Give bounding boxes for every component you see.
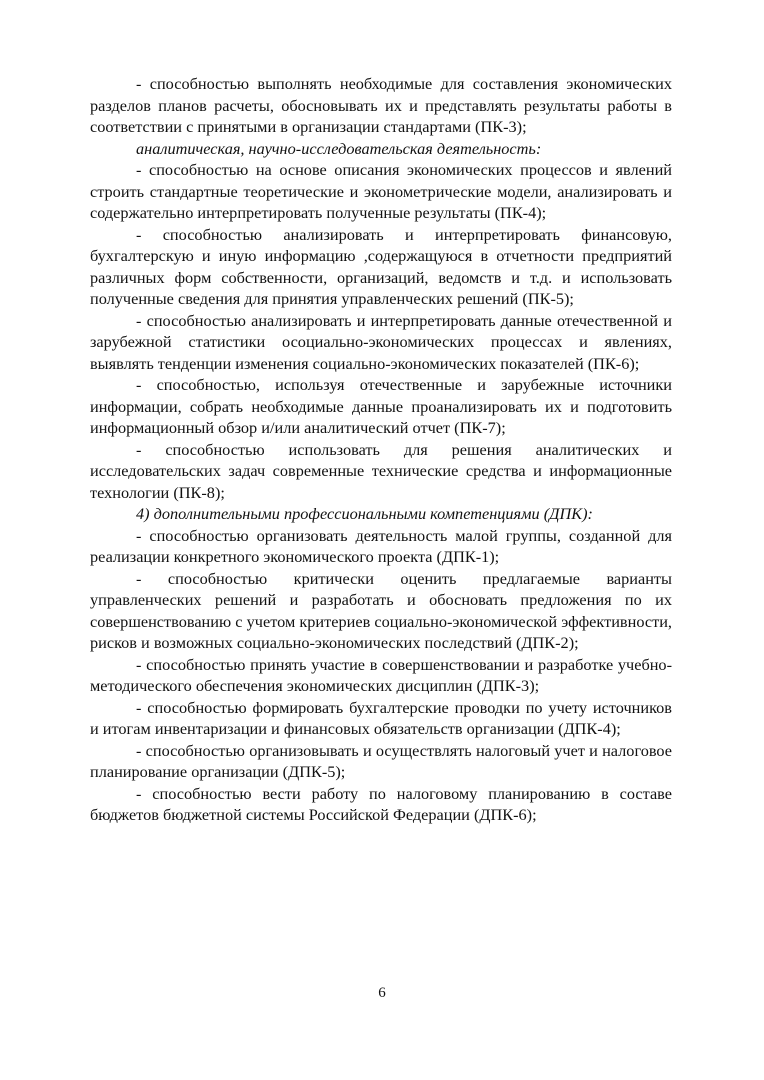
- competency-pk-7: - способностью, используя отечественные и зарубежные источники информации, собрать необходимые данные проанализировать их и подготовить информационный обзор и/или аналитический отчет (ПК-7);: [90, 375, 672, 437]
- competency-dpk-3: - способностью принять участие в совершенствовании и разработке учебно-методического обеспечения экономических дисциплин (ДПК-3);: [90, 654, 672, 695]
- competency-dpk-2: - способностью критически оценить предлагаемые варианты управленческих решений и разработать и обосновать предложения по их совершенствованию с учетом критериев социально-экономической эффективности, рисков и возможных социально-экономических последствий (ДПК-2);: [90, 568, 672, 652]
- section-heading-dpk: 4) дополнительными профессиональными компетенциями (ДПК):: [136, 504, 593, 523]
- competency-dpk-1: - способностью организовать деятельность малой группы, созданной для реализации конкретного экономического проекта (ДПК-1);: [90, 525, 672, 566]
- page-number: 6: [378, 985, 386, 1001]
- document-page: [90, 73, 672, 826]
- competency-pk-4: - способностью на основе описания экономических процессов и явлений строить стандартные теоретические и эконометрические модели, анализировать и содержательно интерпретировать полученные результаты (ПК-4);: [90, 160, 672, 222]
- competency-pk-8: - способностью использовать для решения аналитических и исследовательских задач современные технические средства и информационные технологии (ПК-8);: [90, 439, 672, 502]
- competency-pk-5: - способностью анализировать и интерпретировать финансовую, бухгалтерскую и иную информацию ,содержащуюся в отчетности предприятий различных форм собственности, организаций, ведомств и т.д. и использовать полученные сведения для принятия управленческих решений (ПК-5);: [90, 224, 672, 308]
- competency-pk-6: - способностью анализировать и интерпретировать данные отечественной и зарубежной статистики осоциально-экономических процессах и явлениях, выявлять тенденции изменения социально-экономических показателей (ПК-6);: [90, 310, 672, 373]
- section-heading-analytical: аналитическая, научно-исследовательская деятельность:: [136, 138, 542, 158]
- competency-dpk-4: - способностью формировать бухгалтерские проводки по учету источников и итогам инвентаризации и финансовых обязательств организации (ДПК-4);: [90, 697, 672, 738]
- competency-dpk-6: - способностью вести работу по налоговому планированию в составе бюджетов бюджетной системы Российской Федерации (ДПК-6);: [90, 783, 672, 824]
- competency-dpk-5: - способностью организовывать и осуществлять налоговый учет и налоговое планирование организации (ДПК-5);: [90, 740, 672, 781]
- competency-pk-3: - способностью выполнять необходимые для составления экономических разделов планов расчеты, обосновывать их и представлять результаты работы в соответствии с принятыми в организации стандартами (ПК-3);: [90, 74, 672, 136]
